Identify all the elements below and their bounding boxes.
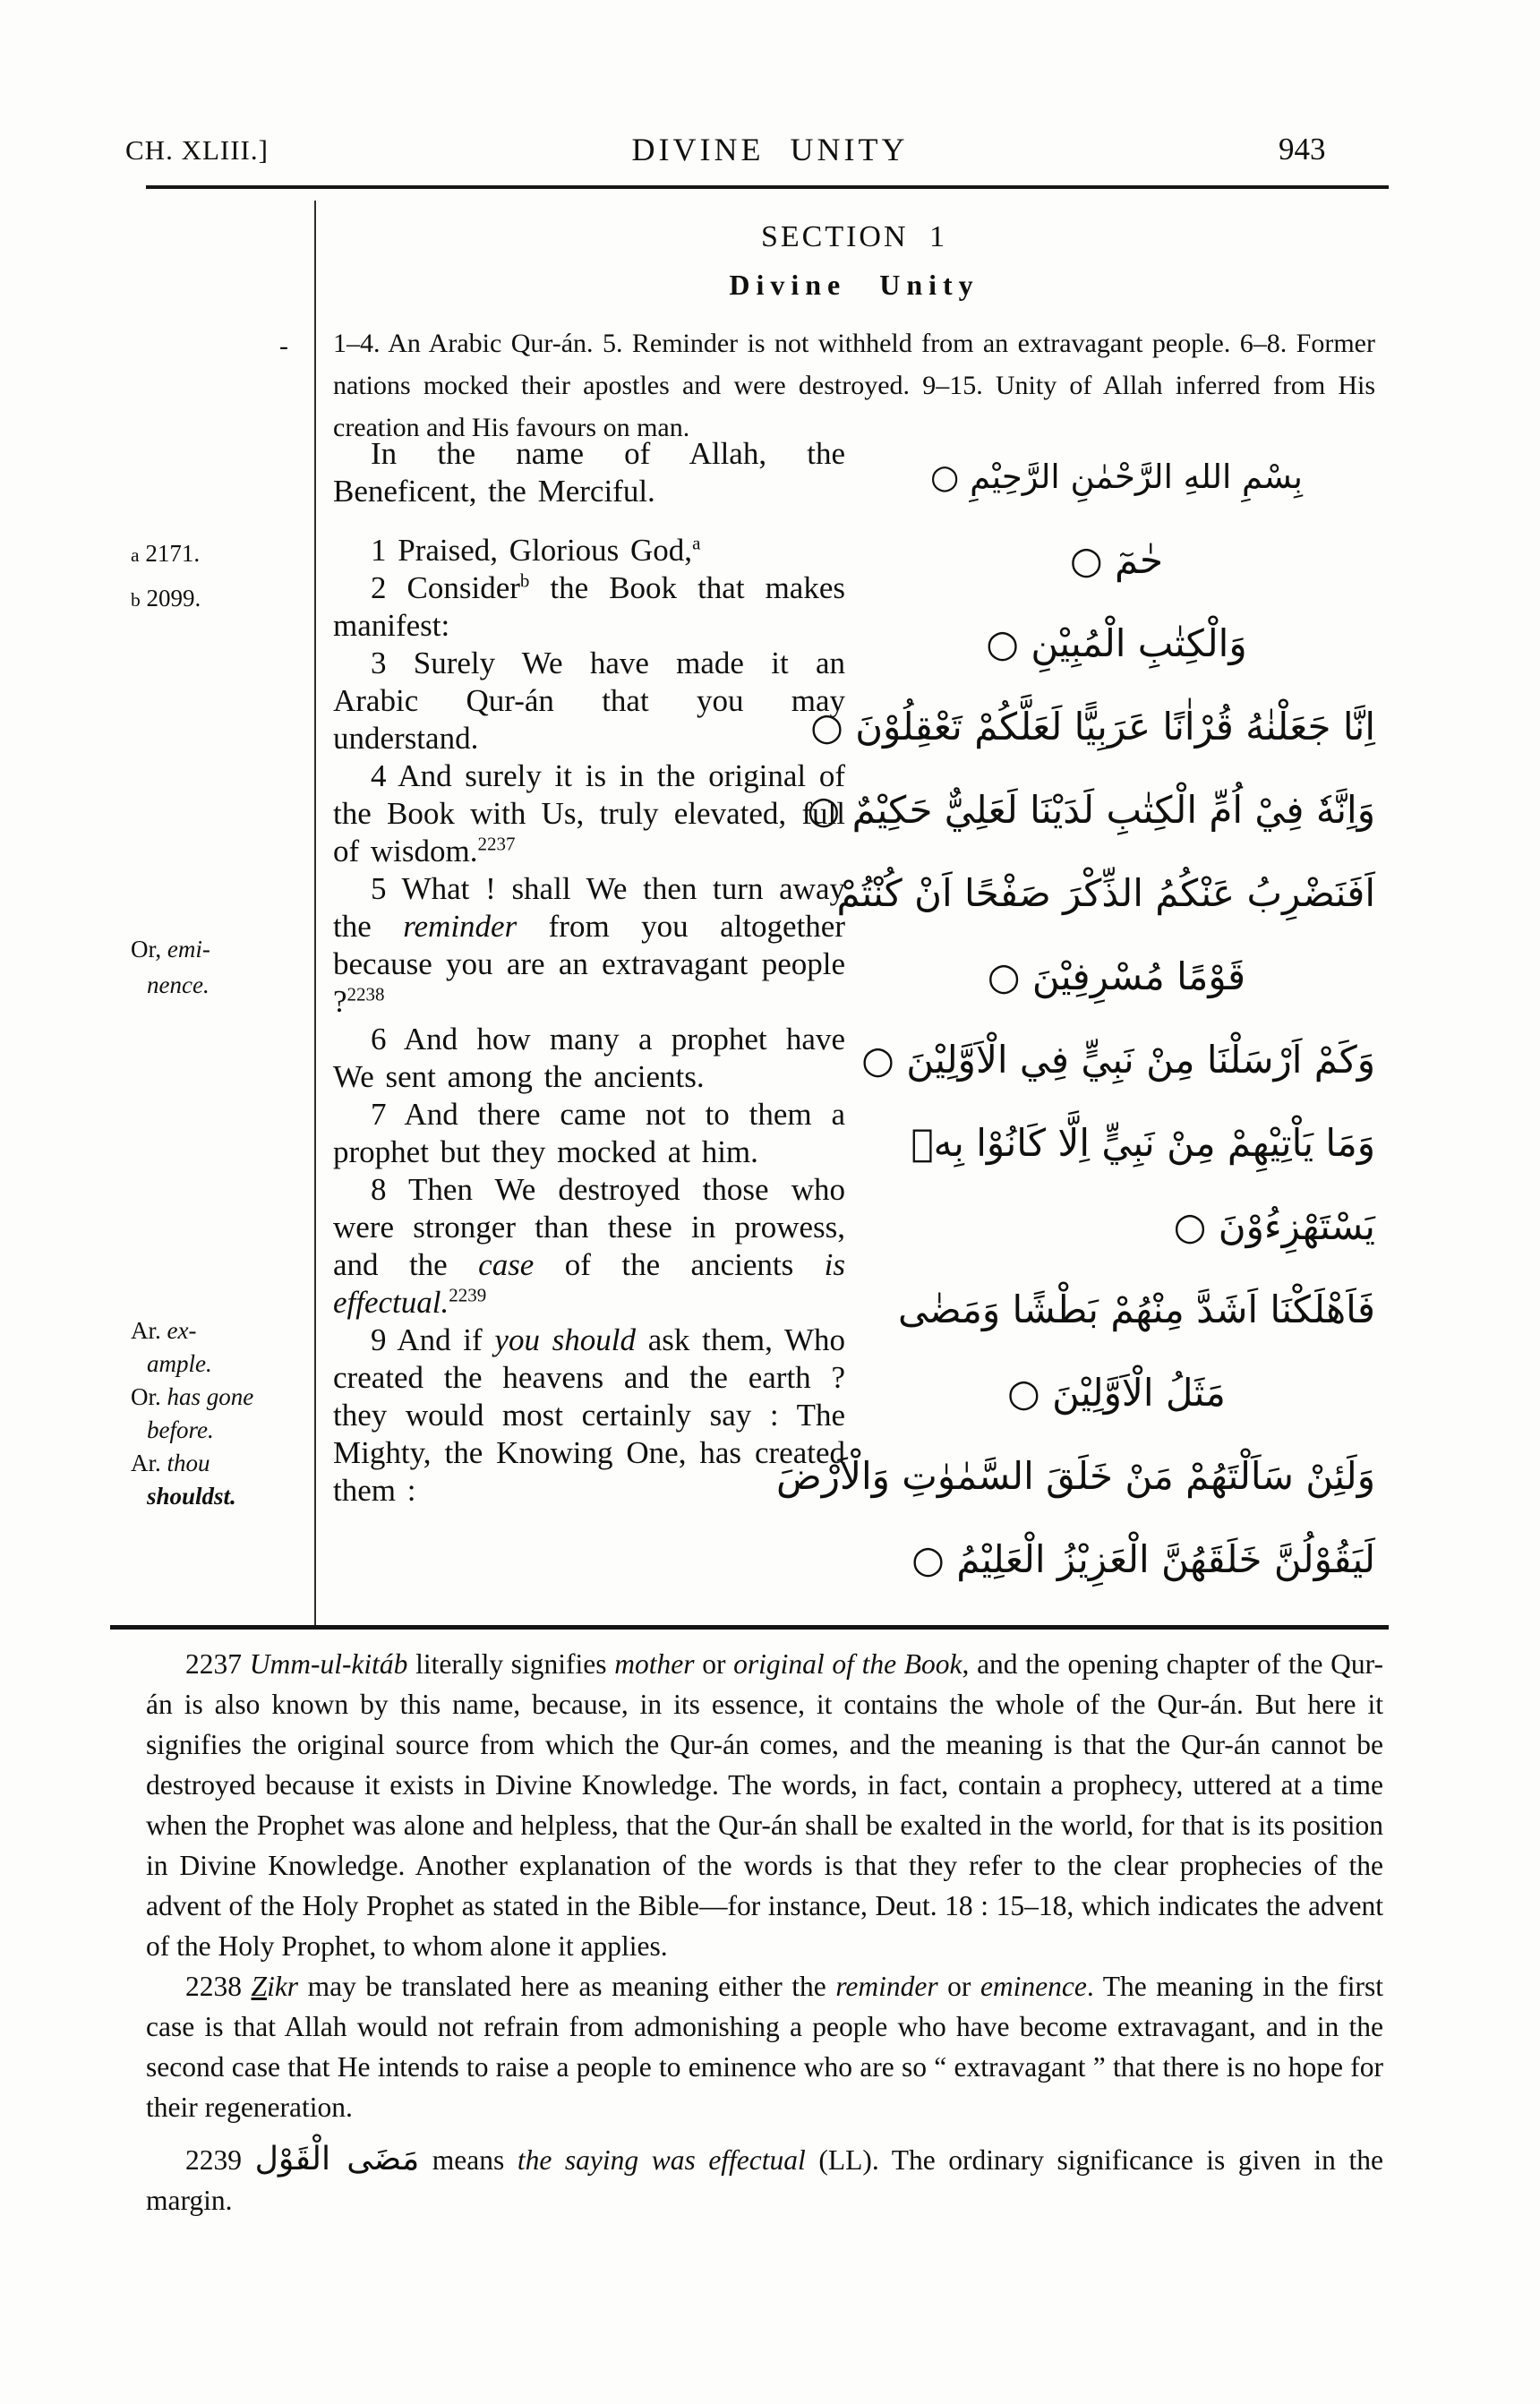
footnote-2237: 2237 Umm-ul-kitáb literally signifies mother or original of the Book, and the opening chapter of the Qur-án is also known by this name, because, in its essence, it contains the whole of the Qur-án. But here it signifies the original source from which the Qur-án comes, and the meaning is that the Qur-án cannot be destroyed because it exists in Divine Knowledge. The words, in fact, contain a prophecy, uttered at a time when the Prophet was alone and helpless, that the Qur-án shall be exalted in the world, for that is its position in Divine Knowledge. Another explanation of the words is that they refer to the clear prophecies of the advent of the Holy Prophet as stated in the Bible—for instance, Deut. 18 : 15–18, which indicates the advent of the Holy Prophet, to whom alone it applies. [146,1648,1383,1962]
verse-7: 7 And there came not to them a prophet but they mocked at him. [333,1097,845,1169]
section-title: Divine Unity [729,269,980,301]
arabic-line: اَفَنَضْرِبُ عَنْكُمُ الذِّكْرَ صَفْحًا اَنْ كُنْتُمْ [836,871,1375,915]
margin-note-example [131,1314,310,1513]
margin-ref-b: b 2099. [131,585,201,612]
verse-4: 4 And surely it is in the original of the Book with Us, truly elevated, full of wisdom.$^{2237}$ [333,758,845,868]
page-number: 943 [1279,132,1326,167]
arabic-line: لَيَقُوْلُنَّ خَلَقَهُنَّ الْعَزِيْزُ الْعَلِيْمُ ○ [911,1537,1375,1581]
margin-note-line: nence. [147,971,210,998]
arabic-line: فَاَهْلَكْنَا اَشَدَّ مِنْهُمْ بَطْشًا وَمَضٰى [898,1288,1375,1331]
verse-6: 6 And how many a prophet have We sent among the ancients. [333,1022,845,1094]
footnotes-section [146,1644,1383,2220]
section-summary: 1–4. An Arabic Qur-án. 5. Reminder is not withheld from an extravagant people. 6–8. Former nations mocked their apostles and were destroyed. 9–15. Unity of Allah inferred from His creation and His favours on man. [333,329,1375,442]
arabic-line: وَاِنَّهٗ فِيْ اُمِّ الْكِتٰبِ لَدَيْنَا لَعَلِيٌّ حَكِيْمٌ ○ [807,788,1375,832]
margin-note-eminence [131,931,310,1003]
arabic-line: اِنَّا جَعَلْنٰهُ قُرْاٰنًا عَرَبِيًّا لَعَلَّكُمْ تَعْقِلُوْنَ ○ [810,705,1375,749]
arabic-line: حٰمٓ ○ [1070,538,1163,582]
page-title: DIVINE UNITY [631,132,909,167]
verse-5: 5 What ! shall We then turn away the reminder from you altogether because you are an extravagant people ?$^{2238}$ [333,871,845,1019]
footnote-2239: 2239 مَضَى الْقَوْل means the saying was effectual (LL). The ordinary significance is given in the margin. [146,2139,1383,2216]
margin-note-line: shouldst. [147,1483,236,1510]
margin-note-line: Or, emi- [131,936,210,962]
margin-note-line: Ar. thou [131,1450,210,1476]
arabic-text-column [775,435,1375,1601]
verse-9: 9 And if you should ask them, Who created the heavens and the earth ? they would most certainly say : The Mighty, the Knowing One, has created them : [333,1322,845,1508]
margin-divider-rule [314,201,316,1626]
arabic-line: يَسْتَهْزِءُوْنَ ○ [1173,1204,1375,1248]
verse-3: 3 Surely We have made it an Arabic Qur-án that you may understand. [333,646,845,756]
arabic-line: وَمَا يَاْتِيْهِمْ مِنْ نَبِيٍّ اِلَّا كَانُوْا بِهٖ [911,1121,1375,1165]
bismillah-paragraph: In the name of Allah, the Beneficent, the Merciful. [333,436,845,509]
arabic-line: وَلَئِنْ سَاَلْتَهُمْ مَنْ خَلَقَ السَّمٰوٰتِ وَالْاَرْضَ [775,1454,1375,1498]
footnote-2238: 2238 Zikr may be translated here as meaning either the reminder or eminence. The meaning in the first case is that Allah would not refrain from admonishing a people who have become extravagant, and in the second case that He intends to raise a people to eminence who are so “ extravagant ” that there is no hope for their regeneration. [146,1971,1383,2123]
margin-note-line: Ar. ex- [131,1317,197,1344]
arabic-line: وَالْكِتٰبِ الْمُبِيْنِ ○ [986,621,1247,665]
header-rule [146,185,1389,189]
verse-1: 1 Praised, Glorious God,$^a$ [371,532,701,568]
arabic-line: وَكَمْ اَرْسَلْنَا مِنْ نَبِيٍّ فِي الْاَوَّلِيْنَ ○ [861,1038,1375,1082]
verse-2: 2 Consider$^b$ the Book that makes manifest: [333,569,845,643]
verse-8: 8 Then We destroyed those who were stronger than these in prowess, and the case of the ancients is effectual.$^{2239}$ [333,1172,846,1320]
margin-ref-a: a 2171. [131,540,201,567]
margin-note-line: Or. has gone [131,1383,254,1410]
margin-note-line: before. [147,1416,214,1443]
english-translation-column [333,435,845,1510]
arabic-line: قَوْمًا مُسْرِفِيْنَ ○ [987,954,1246,998]
stray-mark: - [279,331,288,361]
arabic-basmala: بِسْمِ اللهِ الرَّحْمٰنِ الرَّحِيْمِ ○ [930,458,1303,496]
margin-note-line: ample. [147,1350,212,1377]
footnote-rule [110,1625,1389,1630]
chapter-reference: CH. XLIII.] [125,134,269,166]
section-label: SECTION 1 [760,220,948,253]
arabic-line: مَثَلُ الْاَوَّلِيْنَ ○ [1007,1371,1226,1415]
